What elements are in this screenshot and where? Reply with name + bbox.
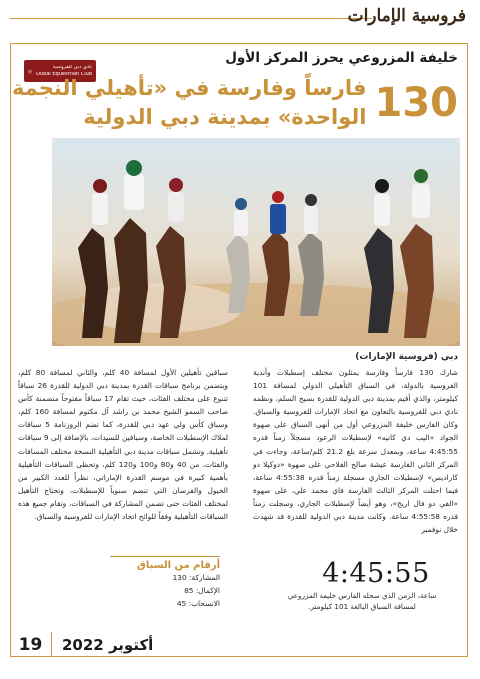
headline-number: 130	[374, 80, 458, 126]
article-column-right: شارك 130 فارساً وفارسة يمثلون مختلف إسطبلات وأندية الفروسية بالدولة، في السباق التأهيلي الدولي لمسافة 101 كيلومتر، والذي أقيم بمدينة دبي الدولية للقدرة بسيح السلم، ونظمه نادي دبي للفروسية بالتعاون مع اتحاد الإمارات للفروسية والسباق. وكان الفارس خليفة المزروعي أول من أنهى السباق على صهوة الجواد «اليب دي كانيه» لإسطبلات الرعود مسجلاً زمناً قدره 4:45:55 ساعة، وبمعدل سرعة بلغ 21.2 كلم/ساعة، وجاءت في المركز الثاني الفارسة عيشة صالح الفلاحي على صهوة «دوكيلا دو كاراديس» لإسطبلات الجاري مسجلة زمناً قدره 4:55:38 ساعة، فيما احتلت المركز الثالث الفارسة فاي محمد علي، على صهوة «الفي دو فال اريج»، وهو أيضاً لإسطبلات الجاري، وسجلت زمناً قدره 4:55:58 ساعة. وكانت مدينة دبي الدولية للقدرة قد شهدت خلال نوفمبر	[253, 368, 459, 535]
dateline: دبي (فروسية الإمارات)	[355, 352, 458, 362]
endurance-race-photo	[52, 138, 460, 346]
headline	[12, 74, 458, 132]
stats-withdrawn: الانسحاب: 45	[176, 599, 220, 608]
stats-title: أرقام من السباق	[110, 556, 220, 571]
stats-participants: المشاركة: 130	[172, 573, 220, 582]
article-kicker: خليفة المزروعي يحرز المركز الأول	[225, 50, 458, 66]
logo-text-en: Dubai Equestrian Club	[36, 72, 92, 77]
magazine-masthead: فروسية الإمارات	[347, 6, 466, 26]
headline-line-1: فارساً وفارسة في «تأهيلي النجمة	[11, 76, 367, 100]
winning-time-caption: ساعة، الزمن الذي سجله الفارس خليفة المزروعي لمسافة السباق البالغة 101 كيلومتر.	[287, 591, 437, 611]
race-stats-box	[110, 556, 220, 610]
winning-time: 4:45:55	[322, 558, 430, 589]
issue-date: أكتوبر 2022	[62, 635, 154, 654]
article-column-left: سباقين تأهيلين الأول لمسافة 40 كلم، والثاني لمسافة 80 كلم، ويتضمن برنامج سباقات القدرة بمدينة دبي الدولية للقدرة 26 سباقاً تتنوع على مختلف الفئات، حيث تقام 17 سباقاً مفتوحاً متضمنة كأس صاحب السمو الشيخ محمد بن راشد آل مكتوم لمسافة 160 كلم، وسباق كأس ولي عهد دبي للقدرة، كما تضم الروزنامة 5 سباقات لملاك الإسطبلات الخاصة، وسباقين للسيدات، بالإضافة إلى 9 سباقات تأهيلية. وتشمل سباقات مدينة دبي التأهيلية النسخة مختلف المسافات والفئات، من 40 و80 و100 و120 كلم، وتحظى السباقات التأهيلية بأهمية كبيرة في موسم القدرة الإماراتي، نظراً للعدد الكبير من الخيول والفرسان التي تنضم سنوياً للإسطبلات، وتحتاج التأهيل لمختلف الفئات حتى تضمن المشاركة في السباقات، وتقام جميع هذه السباقات التأهيلية وفقاً للوائح اتحاد الإمارات للفروسية والسباق.	[18, 368, 229, 522]
page-footer	[10, 632, 468, 657]
masthead-rule	[10, 18, 372, 19]
page-number: 19	[10, 632, 52, 657]
headline-line-2: الواحدة» بمدينة دبي الدولية	[83, 105, 367, 129]
stats-completed: الإكمال: 85	[184, 586, 220, 595]
logo-text-ar: نادي دبي للفروسية	[52, 65, 92, 70]
